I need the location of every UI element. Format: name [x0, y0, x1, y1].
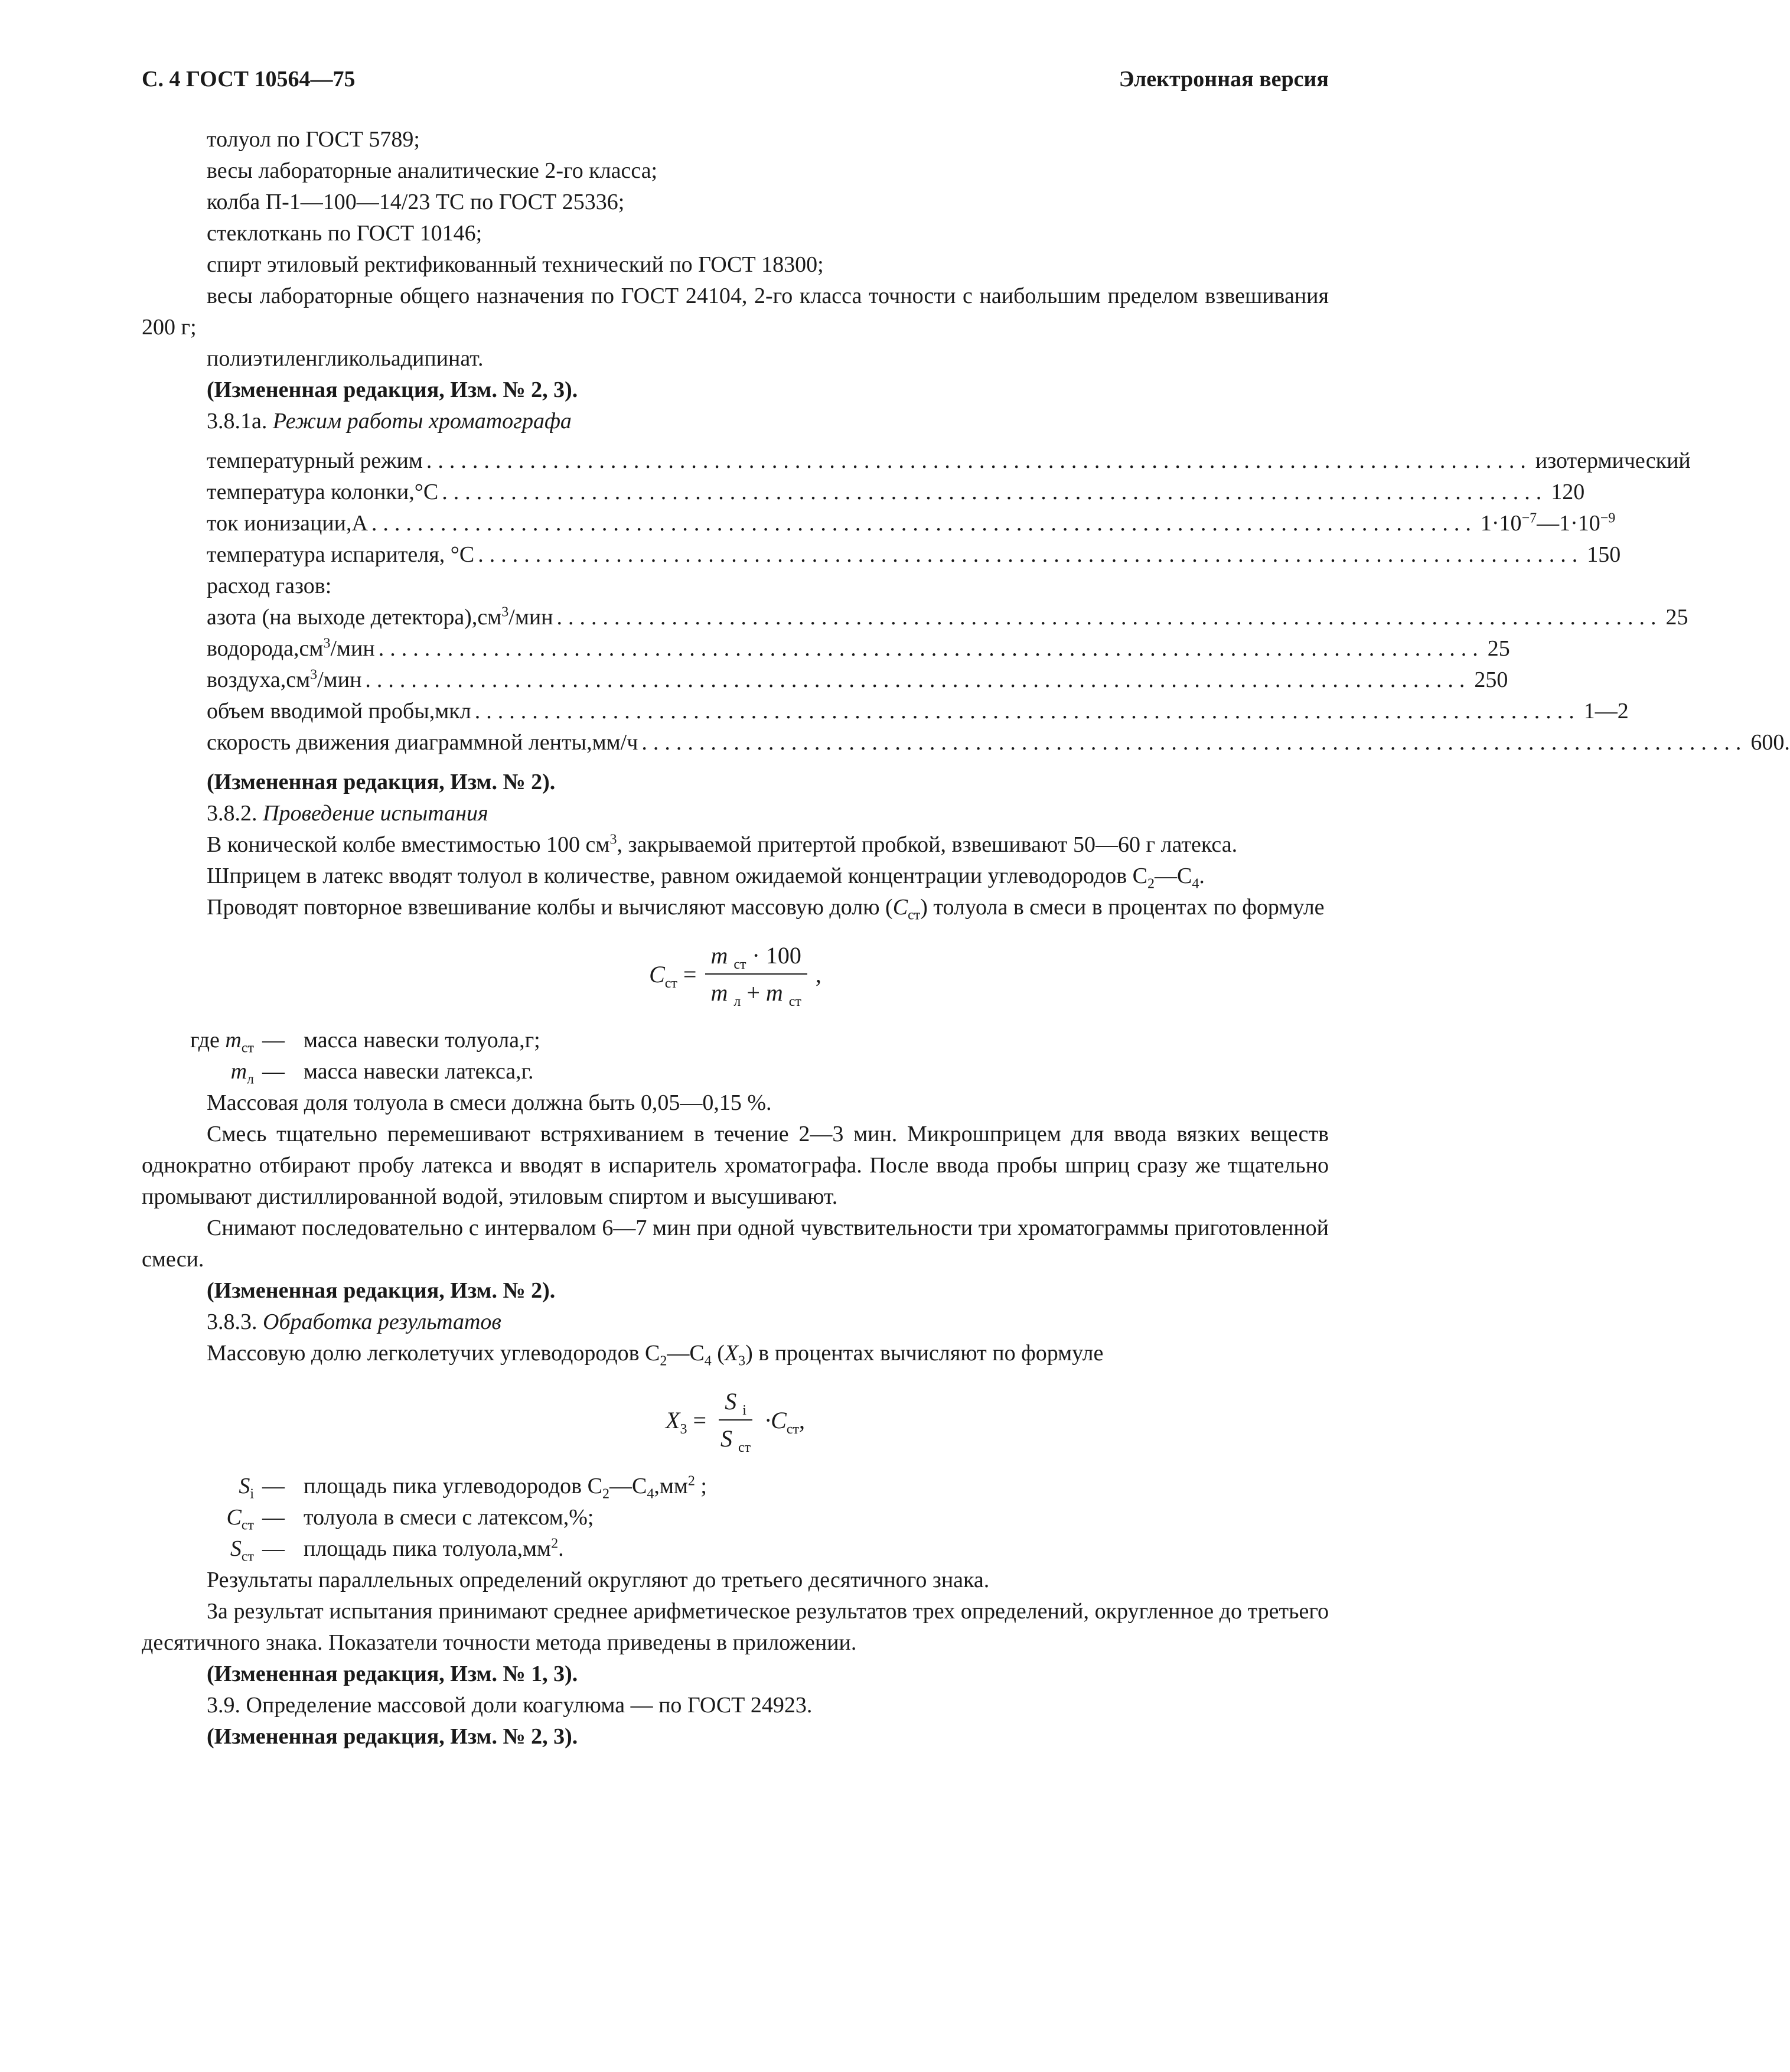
mode-row-nitrogen: азота (на выходе $детектора),см^3$/мин ................................................................................................ 25 — [207, 604, 1688, 630]
paragraph: Проводят повторное взвешивание колбы и вычисляют массовую долю $(C_{ст})$ толуола в смеси в процентах по формуле — [207, 895, 1325, 923]
material-item: стеклоткань по ГОСТ 10146; — [207, 221, 482, 246]
gas-flow-heading: расход газов: — [207, 574, 332, 598]
fraction: $\frac{m _{ст} \cdot 100}{m _л + m _{ст}}$ — [705, 940, 807, 1008]
document-body — [142, 124, 1790, 1752]
where-line: $m_л$ — масса навески латекса,г. — [230, 1059, 534, 1087]
paragraph: Массовую долю легколетучих углеводородов $С_2—С_4$ $(X_3)$ в процентах вычисляют по формуле — [207, 1341, 1104, 1369]
where-line: $S_i$ — площадь пика углеводородов $С_2—С_4,мм^2$ ; — [239, 1473, 707, 1502]
mode-row-temp-mode: температурный режим ................................................................................................ изотермический — [207, 448, 1691, 473]
mode-row-hydrogen: $водорода,см^3$/мин ................................................................................................ 25 — [207, 636, 1510, 661]
section-heading-3-8-2 — [142, 798, 1329, 829]
page-header-right: Электронная версия — [1119, 67, 1329, 92]
where-line: где $m_{ст}$ — масса навески толуола,г; — [190, 1028, 540, 1056]
mode-row-sample-volume: объем вводимой пробы,мкл ................................................................................................ 1—2 — [207, 699, 1629, 724]
section-number: 3.8.3. — [207, 1309, 257, 1334]
section-number: 3.8.1а. — [207, 409, 268, 434]
paragraph: За результат испытания принимают среднее арифметическое результатов трех определений, округленное до третьего десятичного знака. Показатели точности метода приведены в приложении. — [142, 1599, 1329, 1655]
section-heading-3-8-3 — [142, 1307, 1329, 1338]
edit-note: (Измененная редакция, Изм. № 2). — [207, 1278, 556, 1303]
edit-note: (Измененная редакция, Изм. № 2). — [207, 770, 556, 794]
paragraph: В конической колбе вместимостью 100 $см^3$, закрываемой притертой пробкой, взвешивают 50—60 г латекса. — [207, 832, 1238, 857]
paragraph: Снимают последовательно с интервалом 6—7 мин при одной чувствительности три хроматограммы приготовленной смеси. — [142, 1216, 1329, 1272]
mode-row-tape-speed: скорость движения диаграммной ленты,мм/ч ................................................................................................ 600. — [207, 730, 1790, 755]
section-heading-3-8-1a — [142, 406, 1329, 437]
section-title: Обработка результатов — [263, 1309, 501, 1334]
fraction: $\frac{S _i}{S _{ст}}$ — [715, 1386, 757, 1454]
mode-row-air: $воздуха,см^3$/мин ................................................................................................ 250 — [207, 667, 1508, 692]
section-title: Проведение испытания — [263, 801, 488, 826]
paragraph: Шприцем в латекс вводят толуол в количестве, равном ожидаемой концентрации углеводородов $С_2—С_4$. — [207, 864, 1205, 892]
material-item: полиэтиленгликольадипинат. — [207, 346, 484, 371]
paragraph: Массовая доля толуола в смеси должна быть 0,05—0,15 %. — [207, 1090, 772, 1115]
mode-row-column-temp: температура колонки,°С ................................................................................................ 120 — [207, 480, 1585, 504]
edit-note: (Измененная редакция, Изм. № 2, 3). — [207, 1724, 578, 1749]
paragraph: 3.9. Определение массовой доли коагулюма — по ГОСТ 24923. — [207, 1693, 813, 1718]
material-item: колба П-1—100—14/23 ТС по ГОСТ 25336; — [207, 190, 625, 214]
edit-note: (Измененная редакция, Изм. № 1, 3). — [207, 1661, 578, 1686]
material-item: весы лабораторные аналитические 2-го класса; — [207, 158, 658, 183]
material-item: толуол по ГОСТ 5789; — [207, 127, 420, 152]
page-header-left: С. 4 ГОСТ 10564—75 — [142, 67, 356, 92]
section-title: Режим работы хроматографа — [272, 409, 572, 434]
section-number: 3.8.2. — [207, 801, 257, 826]
edit-note: (Измененная редакция, Изм. № 2, 3). — [207, 377, 578, 402]
paragraph: Смесь тщательно перемешивают встряхиванием в течение 2—3 мин. Микрошприцем для ввода вязких веществ однократно отбирают пробу латекса и вводят в испаритель хроматографа. После ввода пробы шприц сразу же тщательно промывают дистиллированной водой, этиловым спиртом и высушивают. — [142, 1122, 1329, 1209]
document-page — [142, 0, 1790, 2072]
where-line: $C_{ст}$ — толуола в смеси с латексом,%; — [226, 1505, 594, 1533]
formula-volatile-fraction: $X_3$ = $\frac{S _i}{S _{ст}}$ $\cdot C_{ст}$, — [142, 1386, 1329, 1454]
mode-row-evaporator-temp: температура испарителя, °С ................................................................................................ 150 — [207, 542, 1621, 567]
mode-row-ion-current: ток ионизации,А ................................................................................................ $1\cdot 10^{-7}—1\cdot 10^{-9}$ — [207, 510, 1616, 536]
where-line: $S_{ст}$ — площадь пика $толуола,мм^2$. — [230, 1536, 564, 1565]
material-item: весы лабораторные общего назначения по ГОСТ 24104, 2-го класса точности с наибольшим пределом взвешивания 200 г; — [142, 284, 1329, 340]
material-item: спирт этиловый ректификованный технический по ГОСТ 18300; — [207, 252, 824, 277]
formula-toluene-fraction: $C_{ст}$ = $\frac{m _{ст} \cdot 100}{m _л + m _{ст}}$ , — [142, 940, 1329, 1008]
paragraph: Результаты параллельных определений округляют до третьего десятичного знака. — [207, 1568, 990, 1592]
